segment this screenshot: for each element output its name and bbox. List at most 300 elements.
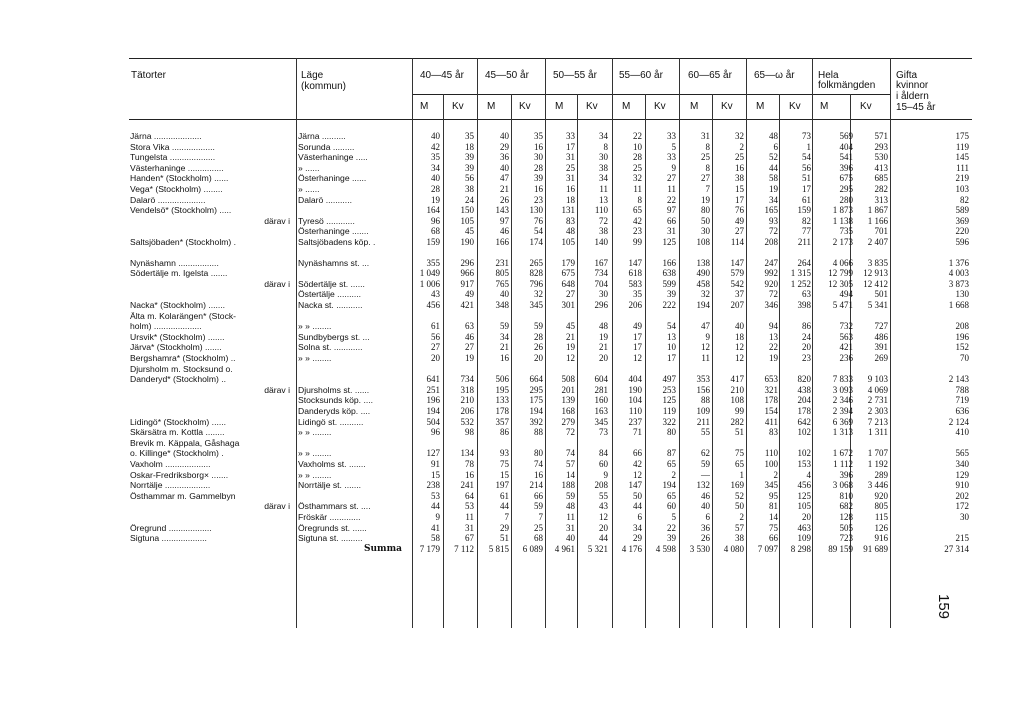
table-cell: 29 bbox=[633, 533, 642, 544]
table-cell: 704 bbox=[594, 278, 608, 289]
table-cell: 23 bbox=[633, 226, 642, 237]
table-cell: 208 bbox=[764, 237, 778, 247]
table-row bbox=[0, 406, 1023, 416]
table-cell: 1 668 bbox=[948, 300, 969, 310]
table-cell: 206 bbox=[628, 300, 642, 310]
table-cell: 563 bbox=[839, 331, 853, 342]
table-cell: 456 bbox=[426, 300, 440, 310]
table-cell: 1 049 bbox=[419, 268, 440, 279]
table-cell: 215 bbox=[955, 533, 969, 544]
table-row bbox=[0, 300, 1023, 310]
table-cell: 31 bbox=[701, 131, 710, 141]
header-kv: Kv bbox=[586, 101, 598, 112]
table-cell: 1 006 bbox=[419, 278, 440, 289]
table-cell: 61 bbox=[500, 490, 509, 501]
table-cell: 618 bbox=[628, 268, 642, 279]
table-row bbox=[0, 533, 1023, 543]
table-cell: 133 bbox=[495, 395, 509, 406]
row-place-name: därav i bbox=[264, 278, 290, 289]
table-cell: 54 bbox=[802, 152, 811, 163]
table-cell: 165 bbox=[764, 205, 778, 216]
table-cell: 7 833 bbox=[832, 374, 853, 385]
row-place-name: Lidingö* (Stockholm) ...... bbox=[130, 416, 227, 427]
table-cell: 413 bbox=[874, 162, 888, 173]
table-cell: 2 731 bbox=[867, 395, 888, 406]
table-row bbox=[0, 544, 1023, 554]
table-cell: 47 bbox=[701, 321, 710, 332]
table-cell: 3 835 bbox=[867, 257, 888, 268]
row-municipality: » » ........ bbox=[298, 353, 332, 363]
table-cell: 421 bbox=[839, 342, 853, 353]
table-cell: 28 bbox=[534, 162, 543, 173]
table-cell: 11 bbox=[633, 184, 642, 194]
table-cell: 22 bbox=[769, 342, 778, 353]
table-cell: 44 bbox=[431, 501, 440, 512]
table-cell: 82 bbox=[960, 194, 969, 205]
table-cell: 44 bbox=[769, 162, 778, 173]
table-cell: 490 bbox=[696, 268, 710, 279]
row-place-name: Västerhaninge ............... bbox=[130, 162, 224, 173]
table-cell: 32 bbox=[633, 173, 642, 184]
table-cell: 35 bbox=[534, 131, 543, 141]
table-cell: 765 bbox=[495, 278, 509, 289]
table-cell: 159 bbox=[797, 205, 811, 216]
table-cell: 241 bbox=[460, 480, 474, 491]
table-cell: 3 530 bbox=[689, 543, 710, 554]
table-cell: 505 bbox=[839, 522, 853, 533]
row-municipality: Östhammars st. .... bbox=[298, 501, 371, 512]
table-cell: 128 bbox=[839, 512, 853, 522]
row-municipality: Dalarö ........... bbox=[298, 194, 352, 205]
row-municipality: » ...... bbox=[298, 162, 320, 173]
table-cell: 214 bbox=[529, 480, 543, 491]
table-cell: 596 bbox=[955, 237, 969, 247]
table-cell: 4 066 bbox=[832, 257, 853, 268]
row-place-name: därav i bbox=[264, 384, 290, 395]
table-cell: 321 bbox=[764, 384, 778, 395]
table-cell: 7 213 bbox=[867, 416, 888, 427]
table-cell: 83 bbox=[566, 215, 575, 226]
row-place-name: Norrtälje ................... bbox=[130, 480, 211, 491]
table-cell: 19 bbox=[431, 194, 440, 205]
table-cell: 463 bbox=[797, 522, 811, 533]
table-cell: 10 bbox=[633, 141, 642, 152]
table-cell: 211 bbox=[797, 237, 811, 247]
table-cell: 45 bbox=[465, 226, 474, 237]
table-cell: 357 bbox=[495, 416, 509, 427]
table-cell: 115 bbox=[874, 512, 888, 522]
table-cell: 4 003 bbox=[948, 268, 969, 279]
table-cell: 83 bbox=[769, 427, 778, 438]
table-cell: 34 bbox=[633, 522, 642, 533]
table-cell: 87 bbox=[667, 448, 676, 459]
header-group-5: 60—65 år bbox=[688, 70, 732, 81]
table-cell: 734 bbox=[594, 268, 608, 279]
table-cell: 21 bbox=[500, 342, 509, 353]
header-group-2: 45—50 år bbox=[485, 70, 529, 81]
table-cell: 56 bbox=[465, 173, 474, 184]
table-cell: 68 bbox=[431, 226, 440, 237]
table-cell: 55 bbox=[701, 427, 710, 438]
row-municipality: Järna .......... bbox=[298, 131, 346, 141]
table-cell: 1 252 bbox=[790, 278, 811, 289]
table-cell: 237 bbox=[628, 416, 642, 427]
table-cell: 34 bbox=[500, 331, 509, 342]
table-cell: 2 bbox=[739, 141, 744, 152]
table-cell: 164 bbox=[426, 205, 440, 216]
table-cell: 18 bbox=[735, 331, 744, 342]
table-row bbox=[0, 353, 1023, 363]
table-cell: 1 313 bbox=[832, 427, 853, 438]
table-cell: 46 bbox=[465, 331, 474, 342]
table-cell: 28 bbox=[534, 331, 543, 342]
table-row bbox=[0, 268, 1023, 278]
table-cell: 63 bbox=[465, 321, 474, 332]
table-cell: 34 bbox=[769, 194, 778, 205]
row-municipality: Västerhaninge ..... bbox=[298, 152, 368, 163]
table-cell: 5 bbox=[671, 512, 676, 522]
table-row bbox=[0, 512, 1023, 522]
table-cell: 40 bbox=[431, 173, 440, 184]
table-cell: 34 bbox=[431, 162, 440, 173]
table-cell: 80 bbox=[667, 427, 676, 438]
table-cell: 35 bbox=[633, 289, 642, 300]
table-cell: 1 bbox=[806, 141, 811, 152]
table-cell: 8 bbox=[603, 141, 608, 152]
table-cell: 38 bbox=[735, 173, 744, 184]
table-cell: 40 bbox=[431, 131, 440, 141]
table-cell: 96 bbox=[431, 215, 440, 226]
table-cell: 295 bbox=[839, 184, 853, 194]
table-cell: 39 bbox=[465, 162, 474, 173]
table-cell: 508 bbox=[561, 374, 575, 385]
table-cell: 701 bbox=[874, 226, 888, 237]
table-cell: 163 bbox=[594, 406, 608, 416]
table-cell: 5 815 bbox=[488, 543, 509, 554]
table-cell: 72 bbox=[566, 427, 575, 438]
table-cell: 1 112 bbox=[833, 459, 853, 469]
table-cell: 22 bbox=[633, 131, 642, 141]
table-cell: 206 bbox=[460, 406, 474, 416]
row-place-name: Saltsjöbaden* (Stockholm) . bbox=[130, 237, 237, 247]
table-cell: 102 bbox=[797, 427, 811, 438]
table-cell: 296 bbox=[460, 257, 474, 268]
table-cell: 295 bbox=[529, 384, 543, 395]
table-cell: 293 bbox=[874, 141, 888, 152]
table-cell: 42 bbox=[633, 215, 642, 226]
table-cell: 105 bbox=[460, 215, 474, 226]
table-cell: 59 bbox=[500, 321, 509, 332]
table-row bbox=[0, 342, 1023, 352]
table-cell: 27 314 bbox=[944, 543, 969, 554]
table-cell: 197 bbox=[495, 480, 509, 491]
table-cell: 19 bbox=[599, 331, 608, 342]
table-cell: 289 bbox=[874, 469, 888, 480]
table-cell: 48 bbox=[599, 321, 608, 332]
table-cell: 147 bbox=[730, 257, 744, 268]
table-cell: 202 bbox=[955, 490, 969, 501]
table-cell: 34 bbox=[599, 173, 608, 184]
table-cell: 345 bbox=[764, 480, 778, 491]
table-cell: 76 bbox=[534, 215, 543, 226]
table-cell: 599 bbox=[662, 278, 676, 289]
row-place-name: därav i bbox=[264, 501, 290, 512]
table-cell: 25 bbox=[566, 162, 575, 173]
header-gifta-sub2: i åldern bbox=[896, 91, 929, 102]
header-m: M bbox=[756, 101, 765, 112]
table-row bbox=[0, 374, 1023, 384]
table-cell: 20 bbox=[534, 353, 543, 363]
table-cell: 82 bbox=[802, 215, 811, 226]
table-cell: 51 bbox=[802, 173, 811, 184]
table-row bbox=[0, 448, 1023, 458]
table-cell: 51 bbox=[500, 533, 509, 544]
table-cell: 2 394 bbox=[832, 406, 853, 416]
table-row bbox=[0, 427, 1023, 437]
table-cell: 12 305 bbox=[828, 278, 853, 289]
table-cell: 110 bbox=[628, 406, 642, 416]
table-cell: 125 bbox=[797, 490, 811, 501]
row-municipality: Södertälje st. ...... bbox=[298, 278, 365, 289]
table-cell: 6 369 bbox=[832, 416, 853, 427]
table-cell: 4 080 bbox=[723, 543, 744, 554]
header-tatorter: Tätorter bbox=[131, 70, 167, 81]
table-row bbox=[0, 173, 1023, 183]
table-cell: 494 bbox=[839, 289, 853, 300]
table-cell: 10 bbox=[667, 342, 676, 353]
table-cell: 125 bbox=[662, 237, 676, 247]
table-cell: 67 bbox=[465, 533, 474, 544]
table-cell: 17 bbox=[566, 141, 575, 152]
row-municipality: Djursholms st. ...... bbox=[298, 384, 370, 395]
table-row bbox=[0, 163, 1023, 173]
table-cell: 23 bbox=[534, 194, 543, 205]
table-cell: 61 bbox=[802, 194, 811, 205]
table-cell: 105 bbox=[797, 501, 811, 512]
table-cell: 2 124 bbox=[948, 416, 969, 427]
table-cell: 29 bbox=[500, 141, 509, 152]
table-cell: 20 bbox=[599, 522, 608, 533]
header-kv: Kv bbox=[721, 101, 733, 112]
table-cell: 59 bbox=[534, 321, 543, 332]
table-cell: 97 bbox=[667, 205, 676, 216]
table-cell: 166 bbox=[662, 257, 676, 268]
table-cell: 19 bbox=[769, 184, 778, 194]
row-place-name: Vendelsö* (Stockholm) ..... bbox=[130, 205, 232, 216]
table-cell: 4 176 bbox=[621, 543, 642, 554]
table-cell: 188 bbox=[561, 480, 575, 491]
table-row bbox=[0, 459, 1023, 469]
table-cell: 675 bbox=[561, 268, 575, 279]
table-cell: 282 bbox=[730, 416, 744, 427]
row-place-name: Järva* (Stockholm) ....... bbox=[130, 342, 222, 353]
table-cell: 805 bbox=[874, 501, 888, 512]
table-cell: 642 bbox=[797, 416, 811, 427]
table-cell: 17 bbox=[667, 353, 676, 363]
table-cell: 19 bbox=[701, 194, 710, 205]
table-row bbox=[0, 321, 1023, 331]
table-row bbox=[0, 131, 1023, 141]
table-cell: 160 bbox=[594, 395, 608, 406]
table-cell: 265 bbox=[529, 257, 543, 268]
table-cell: 25 bbox=[633, 162, 642, 173]
table-cell: 139 bbox=[561, 395, 575, 406]
row-place-name: Handen* (Stockholm) ...... bbox=[130, 173, 229, 184]
table-cell: 19 bbox=[566, 342, 575, 353]
header-group-6: 65—ω år bbox=[754, 70, 795, 81]
table-cell: 54 bbox=[667, 321, 676, 332]
table-cell: 40 bbox=[566, 533, 575, 544]
table-cell: 55 bbox=[599, 490, 608, 501]
table-cell: 105 bbox=[561, 237, 575, 247]
table-cell: 38 bbox=[599, 162, 608, 173]
table-cell: 12 bbox=[599, 512, 608, 522]
table-cell: 723 bbox=[839, 533, 853, 544]
table-cell: 71 bbox=[633, 427, 642, 438]
table-cell: 24 bbox=[802, 331, 811, 342]
table-cell: 75 bbox=[769, 522, 778, 533]
table-cell: 138 bbox=[696, 257, 710, 268]
table-cell: 16 bbox=[465, 469, 474, 480]
table-cell: 114 bbox=[730, 237, 744, 247]
table-cell: 966 bbox=[460, 268, 474, 279]
table-cell: 21 bbox=[500, 184, 509, 194]
header-m: M bbox=[487, 101, 496, 112]
table-cell: 281 bbox=[594, 384, 608, 395]
table-cell: 38 bbox=[599, 226, 608, 237]
table-cell: 175 bbox=[529, 395, 543, 406]
table-cell: 13 bbox=[769, 331, 778, 342]
row-place-name: Skärsätra m. Kottla ........ bbox=[130, 427, 225, 438]
table-cell: 62 bbox=[701, 448, 710, 459]
table-cell: 56 bbox=[431, 331, 440, 342]
table-cell: 30 bbox=[534, 152, 543, 163]
table-cell: 16 bbox=[566, 184, 575, 194]
table-cell: 45 bbox=[566, 321, 575, 332]
table-cell: 147 bbox=[628, 257, 642, 268]
table-cell: 59 bbox=[566, 490, 575, 501]
table-cell: 208 bbox=[594, 480, 608, 491]
table-cell: 18 bbox=[566, 194, 575, 205]
table-cell: 2 346 bbox=[832, 395, 853, 406]
row-municipality: Sorunda ......... bbox=[298, 141, 355, 152]
table-cell: 3 093 bbox=[832, 384, 853, 395]
table-cell: 15 bbox=[500, 469, 509, 480]
header-m: M bbox=[820, 101, 829, 112]
table-cell: 396 bbox=[839, 469, 853, 480]
table-row bbox=[0, 417, 1023, 427]
table-cell: 7 097 bbox=[757, 543, 778, 554]
table-cell: 119 bbox=[955, 141, 969, 152]
table-cell: 1 315 bbox=[790, 268, 811, 279]
table-cell: 1 311 bbox=[868, 427, 888, 438]
header-hela: Hela bbox=[818, 70, 839, 81]
table-cell: 5 471 bbox=[832, 300, 853, 310]
table-cell: 6 bbox=[773, 141, 778, 152]
table-cell: 31 bbox=[566, 173, 575, 184]
table-cell: 719 bbox=[955, 395, 969, 406]
header-group-4: 55—60 år bbox=[619, 70, 663, 81]
table-cell: 34 bbox=[599, 131, 608, 141]
row-municipality: Nynäshamns st. ... bbox=[298, 257, 370, 268]
table-cell: 579 bbox=[730, 268, 744, 279]
table-cell: 20 bbox=[802, 512, 811, 522]
table-cell: 369 bbox=[955, 215, 969, 226]
table-cell: 46 bbox=[500, 226, 509, 237]
table-cell: 17 bbox=[633, 331, 642, 342]
row-municipality: Danderyds köp. .... bbox=[298, 406, 371, 416]
table-cell: 60 bbox=[599, 459, 608, 469]
row-place-name: o. Killinge* (Stockholm) . bbox=[130, 448, 224, 459]
table-cell: 31 bbox=[465, 522, 474, 533]
table-cell: 145 bbox=[955, 152, 969, 163]
table-cell: 39 bbox=[667, 533, 676, 544]
table-cell: 486 bbox=[874, 331, 888, 342]
table-cell: 36 bbox=[500, 152, 509, 163]
table-cell: 569 bbox=[839, 131, 853, 141]
table-cell: 159 bbox=[426, 237, 440, 247]
row-municipality: Österhaninge ....... bbox=[298, 226, 369, 237]
row-municipality: Tyresö ............ bbox=[298, 215, 355, 226]
header-m: M bbox=[622, 101, 631, 112]
table-cell: 23 bbox=[802, 353, 811, 363]
table-cell: 7 bbox=[538, 512, 543, 522]
table-cell: 32 bbox=[735, 131, 744, 141]
table-row bbox=[0, 438, 1023, 448]
row-place-name: Järna .................... bbox=[130, 131, 202, 141]
row-municipality: Saltsjöbadens köp. . bbox=[298, 237, 376, 247]
table-cell: 190 bbox=[460, 237, 474, 247]
table-cell: 40 bbox=[500, 162, 509, 173]
table-cell: 12 913 bbox=[863, 268, 888, 279]
row-place-name: Danderyd* (Stockholm) .. bbox=[130, 374, 226, 385]
table-cell: 108 bbox=[696, 237, 710, 247]
table-cell: 65 bbox=[633, 205, 642, 216]
row-place-name: Bergshamra* (Stockholm) .. bbox=[130, 353, 236, 363]
table-cell: 28 bbox=[431, 184, 440, 194]
table-row bbox=[0, 237, 1023, 247]
table-cell: 73 bbox=[599, 427, 608, 438]
table-cell: 1 867 bbox=[867, 205, 888, 216]
table-cell: 25 bbox=[534, 522, 543, 533]
table-cell: 4 bbox=[806, 469, 811, 480]
table-cell: 542 bbox=[730, 278, 744, 289]
table-cell: 73 bbox=[802, 131, 811, 141]
table-cell: 41 bbox=[431, 522, 440, 533]
table-cell: 12 bbox=[633, 353, 642, 363]
table-cell: 19 bbox=[465, 353, 474, 363]
table-cell: 17 bbox=[802, 184, 811, 194]
table-cell: 636 bbox=[955, 406, 969, 416]
table-cell: 2 bbox=[671, 469, 676, 480]
table-cell: 134 bbox=[460, 448, 474, 459]
table-cell: 916 bbox=[874, 533, 888, 544]
table-cell: 16 bbox=[534, 184, 543, 194]
table-cell: 682 bbox=[839, 501, 853, 512]
table-cell: 57 bbox=[735, 522, 744, 533]
table-cell: 504 bbox=[426, 416, 440, 427]
row-municipality: Sigtuna st. ......... bbox=[298, 533, 363, 544]
table-cell: 541 bbox=[839, 152, 853, 163]
table-cell: 126 bbox=[874, 522, 888, 533]
row-municipality: Norrtälje st. ....... bbox=[298, 480, 362, 491]
table-cell: 44 bbox=[633, 501, 642, 512]
table-cell: 727 bbox=[874, 321, 888, 332]
row-municipality: Solna st. ............ bbox=[298, 342, 363, 353]
table-cell: 5 bbox=[671, 141, 676, 152]
table-cell: 404 bbox=[628, 374, 642, 385]
table-cell: 156 bbox=[696, 384, 710, 395]
